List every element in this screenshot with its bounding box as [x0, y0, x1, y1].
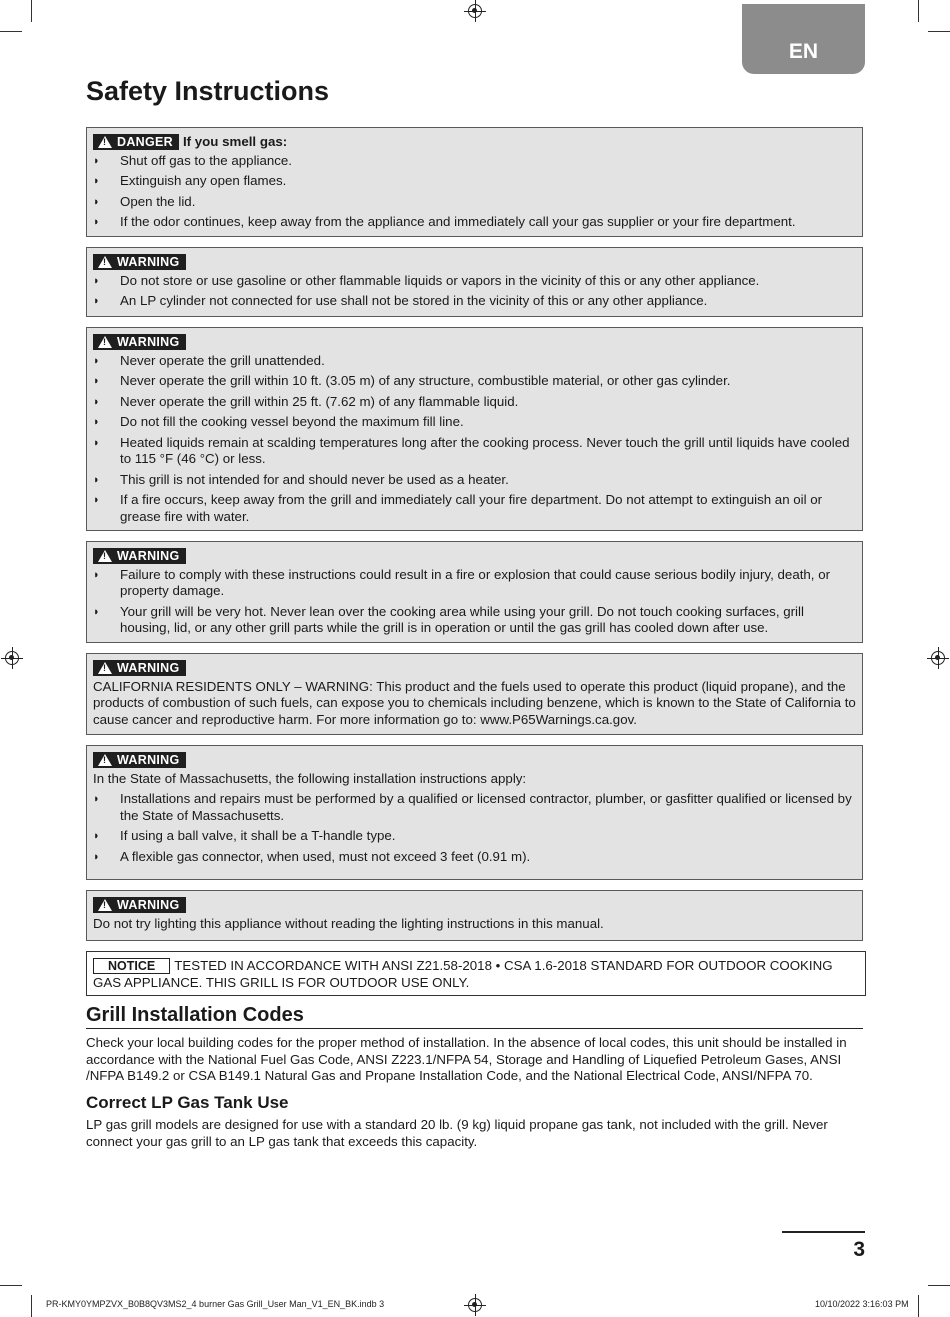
warning-tag: ! WARNING [93, 254, 186, 270]
list-item: ◗ Extinguish any open flames. [93, 173, 856, 190]
warning-box [86, 327, 863, 531]
page-number: 3 [853, 1238, 865, 1261]
language-tab: EN [742, 4, 865, 74]
registration-mark-icon [5, 651, 19, 665]
warning-tag: ! WARNING [93, 334, 186, 350]
subsection-body: LP gas grill models are designed for use with a standard 20 lb. (9 kg) liquid propane gas tank, not included with the grill. Never connect your gas grill to an LP gas tank that exceeds this capacity. [86, 1117, 828, 1149]
list-item: ◗ Installations and repairs must be performed by a qualified or licensed contractor, plumber, or gasfitter qualified or licensed by the State of Massachusetts. [93, 791, 856, 824]
registration-mark-icon [931, 651, 945, 665]
notice-box [86, 951, 866, 996]
lighting-warning-text: Do not try lighting this appliance without reading the lighting instructions in this manual. [93, 915, 604, 931]
warning-box [86, 653, 863, 735]
section-body: Check your local building codes for the proper method of installation. In the absence of local codes, this unit should be installed in accordance with the National Fuel Gas Code, ANSI Z223.1/NFPA 54, Storage and Handling of Liquefied Petroleum Gases, ANSI /NFPA B149.2 or CSA B149.1 Natural Gas and Propane Installation Code, and the National Electrical Code, ANSI/NFPA 70. [86, 1035, 847, 1083]
warning-box [86, 890, 863, 941]
crop-mark [928, 31, 950, 32]
section-title: Grill Installation Codes [86, 1004, 863, 1029]
warning-triangle-icon [98, 754, 112, 766]
warning-triangle-icon [98, 899, 112, 911]
slug-date: 10/10/2022 3:16:03 PM [815, 1299, 909, 1309]
california-warning-text: CALIFORNIA RESIDENTS ONLY – WARNING: This product and the fuels used to operate this product (liquid propane), and the products of combustion of such fuels, can expose you to chemicals including benzene, which is known to the State of California to cause cancer and reproductive harm. For more information go to: www.P65Warnings.ca.gov. [93, 678, 856, 727]
list-item: ◗ Do not store or use gasoline or other flammable liquids or vapors in the vicinity of this or any other appliance. [93, 273, 856, 290]
crop-mark [918, 1295, 919, 1317]
danger-list [93, 153, 856, 231]
warning-triangle-icon [98, 336, 112, 348]
list-item: ◗ If using a ball valve, it shall be a T-handle type. [93, 828, 856, 845]
crop-mark [0, 31, 22, 32]
page-number-rule [782, 1231, 865, 1233]
warning-tag: ! WARNING [93, 752, 186, 768]
crop-mark [31, 0, 32, 22]
crop-mark [918, 0, 919, 22]
list-item: ◗ A flexible gas connector, when used, must not exceed 3 feet (0.91 m). [93, 849, 856, 866]
list-item: ◗ If the odor continues, keep away from the appliance and immediately call your gas supplier or your fire department. [93, 214, 856, 231]
crop-mark [31, 1295, 32, 1317]
massachusetts-intro: In the State of Massachusetts, the following installation instructions apply: [93, 770, 527, 786]
list-item: ◗ Never operate the grill within 25 ft. (7.62 m) of any flammable liquid. [93, 394, 856, 411]
warning-tag: ! WARNING [93, 897, 186, 913]
danger-lead: If you smell gas: [182, 134, 288, 149]
notice-text: TESTED IN ACCORDANCE WITH ANSI Z21.58-2018 • CSA 1.6-2018 STANDARD FOR OUTDOOR COOKING GAS APPLIANCE. THIS GRILL IS FOR OUTDOOR USE ONLY. [93, 958, 833, 990]
warning-triangle-icon [98, 256, 112, 268]
list-item: ◗ Never operate the grill within 10 ft. (3.05 m) of any structure, combustible material, or other gas cylinder. [93, 373, 856, 390]
warning-box [86, 745, 863, 880]
registration-mark-icon [468, 1298, 482, 1312]
list-item: ◗ If a fire occurs, keep away from the grill and immediately call your fire department. Do not attempt to extinguish an oil or grease fire with water. [93, 492, 856, 525]
list-item: ◗ Your grill will be very hot. Never lean over the cooking area while using your grill. Do not touch cooking surfaces, grill housing, lid, or any other grill parts while the grill is in operation or until the gas grill has cooled down after use. [93, 604, 856, 637]
subsection-title: Correct LP Gas Tank Use [86, 1093, 289, 1112]
list-item: ◗ This grill is not intended for and should never be used as a heater. [93, 472, 856, 489]
registration-mark-icon [468, 4, 482, 18]
list-item: ◗ Never operate the grill unattended. [93, 353, 856, 370]
warning-triangle-icon [98, 136, 112, 148]
list-item: ◗ Do not fill the cooking vessel beyond the maximum fill line. [93, 414, 856, 431]
warning-triangle-icon [98, 662, 112, 674]
warning-triangle-icon [98, 550, 112, 562]
warning-box [86, 541, 863, 643]
warning-box [86, 247, 863, 317]
crop-mark [0, 1285, 22, 1286]
list-item: ◗ An LP cylinder not connected for use shall not be stored in the vicinity of this or any other appliance. [93, 293, 856, 310]
notice-tag: NOTICE [93, 958, 170, 974]
list-item: ◗ Shut off gas to the appliance. [93, 153, 856, 170]
warning-tag: ! WARNING [93, 660, 186, 676]
list-item: ◗ Heated liquids remain at scalding temperatures long after the cooking process. Never touch the grill until liquids have cooled to 115 °F (46 °C) or less. [93, 435, 856, 468]
list-item: ◗ Open the lid. [93, 194, 856, 211]
danger-tag: ! DANGER [93, 134, 179, 150]
list-item: ◗ Failure to comply with these instructions could result in a fire or explosion that could cause serious bodily injury, death, or property damage. [93, 567, 856, 600]
warning-tag: ! WARNING [93, 548, 186, 564]
slug-file: PR-KMY0YMPZVX_B0B8QV3MS2_4 burner Gas Grill_User Man_V1_EN_BK.indb 3 [46, 1299, 385, 1309]
danger-box [86, 127, 863, 237]
crop-mark [928, 1285, 950, 1286]
page-title: Safety Instructions [86, 76, 330, 106]
